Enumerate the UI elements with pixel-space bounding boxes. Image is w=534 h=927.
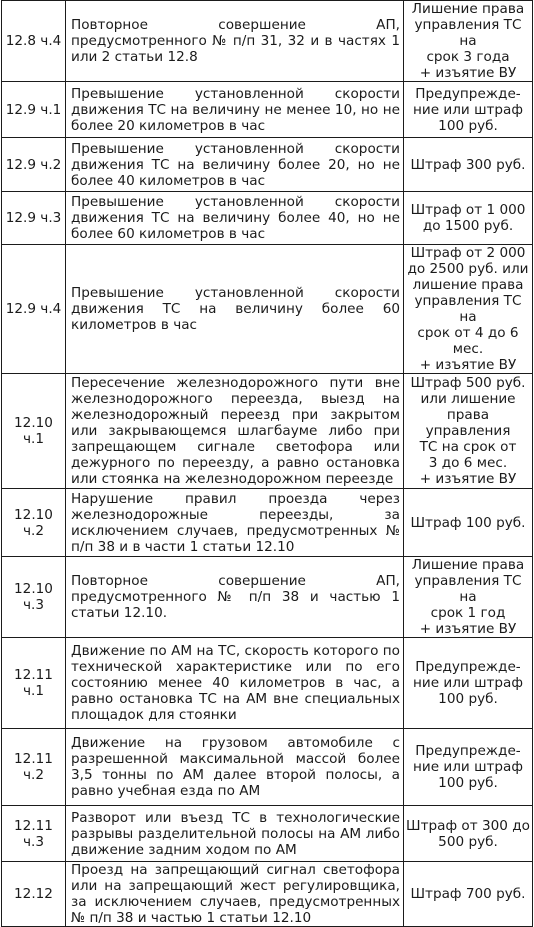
table-row: [2, 192, 533, 245]
description-cell: Проезд на запрещающий сигнал светофора или на запрещающий жест регулировщика, за исключением случаев, предусмотренных № п/п 38 и частью 1 статьи 12.10: [66, 862, 404, 927]
penalty-cell: Лишение права управления ТС на срок 1 год + изъятие ВУ: [404, 557, 533, 638]
penalty-cell: Штраф 100 руб.: [404, 489, 533, 557]
table-row: [2, 806, 533, 862]
description-cell: Превышение установленной скорости движения ТС на величину более 40, но не более 60 километров в час: [66, 192, 404, 245]
table-row: [2, 138, 533, 192]
table-row: [2, 729, 533, 806]
penalty-cell: Штраф 700 руб.: [404, 862, 533, 927]
article-cell: 12.10 ч.3: [2, 557, 66, 638]
description-cell: Повторное совершение АП, предусмотренного № п/п 38 и частью 1 статьи 12.10.: [66, 557, 404, 638]
penalty-cell: Предупрежде- ние или штраф 100 руб.: [404, 638, 533, 729]
article-cell: 12.9 ч.2: [2, 138, 66, 192]
penalty-cell: Штраф от 2 000 до 2500 руб. или лишение права управления ТС на срок от 4 до 6 мес. + изъятие ВУ: [404, 245, 533, 374]
article-cell: 12.12: [2, 862, 66, 927]
table-row: [2, 638, 533, 729]
table-row: [2, 862, 533, 927]
table-row: [2, 245, 533, 374]
article-cell: 12.11 ч.2: [2, 729, 66, 806]
article-cell: 12.9 ч.3: [2, 192, 66, 245]
description-cell: Нарушение правил проезда через железнодорожные переезды, за исключением случаев, предусмотренных № п/п 38 и в части 1 статьи 12.10: [66, 489, 404, 557]
article-cell: 12.9 ч.4: [2, 245, 66, 374]
description-cell: Разворот или въезд ТС в технологические разрывы разделительной полосы на АМ либо движение задним ходом по АМ: [66, 806, 404, 862]
penalty-cell: Штраф 300 руб.: [404, 138, 533, 192]
article-cell: 12.8 ч.4: [2, 1, 66, 82]
table-row: [2, 374, 533, 489]
article-cell: 12.10 ч.2: [2, 489, 66, 557]
penalty-table-page: [1, 0, 532, 927]
description-cell: Повторное совершение АП, предусмотренного № п/п 31, 32 и в частях 1 или 2 статьи 12.8: [66, 1, 404, 82]
description-cell: Движение на грузовом автомобиле с разрешенной максимальной массой более 3,5 тонны по АМ далее второй полосы, а равно учебная езда по АМ: [66, 729, 404, 806]
penalty-cell: Штраф 500 руб. или лишение права управления ТС на срок от 3 до 6 мес. + изъятие ВУ: [404, 374, 533, 489]
description-cell: Превышение установленной скорости движения ТС на величину более 20, но не более 40 километров в час: [66, 138, 404, 192]
description-cell: Движение по АМ на ТС, скорость которого по технической характеристике или по его состоянию менее 40 километров в час, а равно остановка ТС на АМ вне специальных площадок для стоянки: [66, 638, 404, 729]
description-cell: Превышение установленной скорости движения ТС на величину более 60 километров в час: [66, 245, 404, 374]
penalty-cell: Штраф от 1 000 до 1500 руб.: [404, 192, 533, 245]
article-cell: 12.11 ч.3: [2, 806, 66, 862]
article-cell: 12.11 ч.1: [2, 638, 66, 729]
table-row: [2, 82, 533, 138]
penalty-cell: Предупрежде- ние или штраф 100 руб.: [404, 729, 533, 806]
description-cell: Превышение установленной скорости движения ТС на величину не менее 10, но не более 20 километров в час: [66, 82, 404, 138]
penalty-cell: Лишение права управления ТС на срок 3 года + изъятие ВУ: [404, 1, 533, 82]
table-row: [2, 1, 533, 82]
description-cell: Пересечение железнодорожного пути вне железнодорожного переезда, выезд на железнодорожный переезд при закрытом или закрывающемся шлагбауме либо при запрещающем сигнале светофора или дежурного по переезду, а равно остановка или стоянка на железнодорожном переезде: [66, 374, 404, 489]
article-cell: 12.9 ч.1: [2, 82, 66, 138]
table-row: [2, 489, 533, 557]
article-cell: 12.10 ч.1: [2, 374, 66, 489]
penalty-table: [1, 0, 533, 927]
table-row: [2, 557, 533, 638]
penalty-cell: Предупрежде- ние или штраф 100 руб.: [404, 82, 533, 138]
penalty-cell: Штраф от 300 до 500 руб.: [404, 806, 533, 862]
